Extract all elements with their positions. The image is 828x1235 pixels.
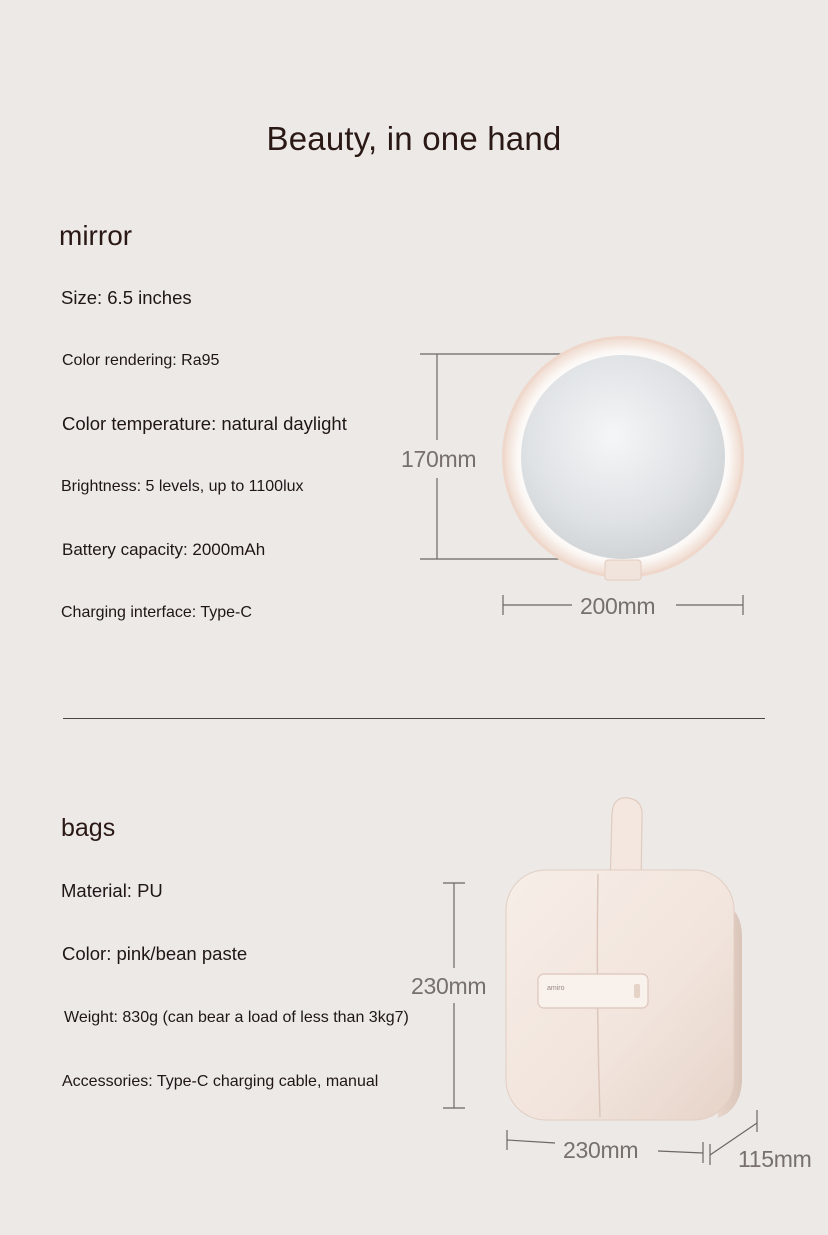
page-title: Beauty, in one hand bbox=[266, 120, 562, 157]
mirror-spec-color-temperature: Color temperature: natural daylight bbox=[62, 413, 347, 434]
mirror-spec-size: Size: 6.5 inches bbox=[61, 287, 192, 308]
mirror-height-label: 170mm bbox=[401, 446, 477, 472]
mirror-width-label: 200mm bbox=[580, 593, 656, 619]
bags-spec-weight: Weight: 830g (can bear a load of less than 3kg7) bbox=[64, 1009, 409, 1026]
mirror-heading: mirror bbox=[59, 220, 133, 251]
mirror-spec-brightness: Brightness: 5 levels, up to 1100lux bbox=[61, 478, 304, 495]
bag-brand-text: amiro bbox=[547, 985, 565, 992]
bags-height-label: 230mm bbox=[411, 973, 487, 999]
bags-spec-accessories: Accessories: Type-C charging cable, manual bbox=[62, 1073, 379, 1090]
bag-image bbox=[500, 792, 760, 1132]
mirror-spec-battery: Battery capacity: 2000mAh bbox=[62, 540, 266, 559]
mirror-spec-color-rendering: Color rendering: Ra95 bbox=[62, 352, 220, 369]
bags-depth-label: 115mm bbox=[738, 1146, 812, 1172]
bags-heading: bags bbox=[61, 814, 116, 842]
mirror-spec-charging: Charging interface: Type-C bbox=[61, 604, 252, 621]
bags-spec-material: Material: PU bbox=[61, 880, 163, 901]
bags-width-label: 230mm bbox=[563, 1137, 639, 1163]
bags-spec-color: Color: pink/bean paste bbox=[62, 943, 248, 964]
